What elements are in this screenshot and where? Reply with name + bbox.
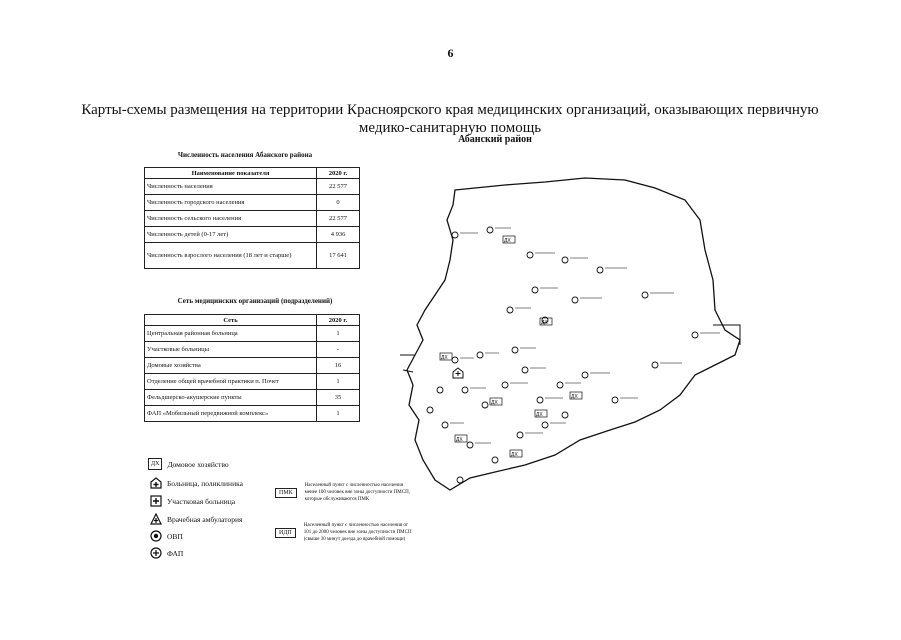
legend-hospital xyxy=(150,477,243,489)
district-map xyxy=(395,160,755,500)
network-table xyxy=(144,314,360,422)
network-row-value: 16 xyxy=(317,358,360,374)
network-row-label: Фельдшерско-акушерские пункты xyxy=(145,390,317,406)
fap-label: ФАП xyxy=(167,548,184,558)
population-row-label: Численность городского населения xyxy=(145,195,317,211)
hospital-icon xyxy=(150,477,162,489)
household-code: ДХ xyxy=(511,452,518,458)
network-header-name: Сеть xyxy=(145,315,317,326)
legend-pmk xyxy=(275,482,415,503)
household-code: ДХ xyxy=(456,437,463,443)
ovp-label: ОВП xyxy=(167,531,183,541)
population-header-name: Наименование показателя xyxy=(145,168,317,179)
ambulatory-icon xyxy=(150,513,162,525)
idp-note: Населенный пункт с численностью населения от 101 до 2000 человек вне зоны доступности ПМСП (свыше 30 минут доезда до врачебной помощи) xyxy=(303,523,412,542)
household-code: ДХ xyxy=(504,238,511,244)
population-row-value: 17 641 xyxy=(317,243,360,269)
pmk-note: Населенный пункт с численностью населения менее 100 человек вне зоны доступности ПМСП, которые обслуживаются ПМК xyxy=(304,483,410,502)
idp-code: ИДП xyxy=(275,528,296,538)
legend-idp xyxy=(275,522,414,543)
household-code: ДХ xyxy=(148,458,162,470)
settlement-labels xyxy=(450,228,720,443)
population-row-value: 22 577 xyxy=(317,211,360,227)
population-table-title: Численность населения Абанского района xyxy=(177,151,313,159)
population-row-label: Численность детей (0-17 лет) xyxy=(145,227,317,243)
household-code: ДХ xyxy=(536,412,543,418)
hospital-label: Больница, поликлиника xyxy=(167,478,243,488)
population-row-label: Численность сельского населения xyxy=(145,211,317,227)
household-code: ДХ xyxy=(441,355,448,361)
network-row-label: Домовые хозяйства xyxy=(145,358,317,374)
household-code: ДХ xyxy=(541,320,548,326)
household-code: ДХ xyxy=(571,394,578,400)
fap-marker-group xyxy=(427,227,698,483)
district-hospital-icon xyxy=(150,495,162,507)
household-label: Домовое хозяйство xyxy=(167,459,229,469)
population-row-label: Численность взрослого населения (18 лет и старше) xyxy=(145,243,317,269)
network-row-value: 1 xyxy=(317,374,360,390)
network-row-value: - xyxy=(317,342,360,358)
network-row-label: Участковые больницы xyxy=(145,342,317,358)
pmk-code: ПМК xyxy=(275,488,297,498)
network-table-title: Сеть медицинских организаций (подразделений) xyxy=(177,297,333,305)
ovp-icon xyxy=(150,530,162,542)
population-row-value: 4 936 xyxy=(317,227,360,243)
network-row-label: Отделение общей врачебной практики п. Почет xyxy=(145,374,317,390)
main-title: Карты-схемы размещения на территории Красноярского края медицинских организаций, оказывающих первичную медико-санитарную помощь xyxy=(81,102,819,136)
population-table xyxy=(144,167,360,269)
map-title: Абанский район xyxy=(458,134,532,145)
network-row-value: 1 xyxy=(317,326,360,342)
legend-ovp xyxy=(150,530,183,542)
legend-fap xyxy=(150,547,183,559)
household-code: ДХ xyxy=(491,400,498,406)
network-header-year: 2020 г. xyxy=(317,315,360,326)
legend-ambulatory xyxy=(150,513,242,525)
district-boundary xyxy=(407,178,740,490)
network-row-label: Центральная районная больница xyxy=(145,326,317,342)
network-row-value: 1 xyxy=(317,406,360,422)
legend-household xyxy=(148,458,229,470)
household-marker-group xyxy=(440,236,582,457)
district-hospital-label: Участковая больница xyxy=(167,496,236,506)
page-number: 6 xyxy=(447,46,454,60)
population-header-year: 2020 г. xyxy=(317,168,360,179)
legend-district-hospital xyxy=(150,495,235,507)
population-row-value: 22 577 xyxy=(317,179,360,195)
ambulatory-label: Врачебная амбулатория xyxy=(167,514,243,524)
network-row-value: 35 xyxy=(317,390,360,406)
network-row-label: ФАП «Мобильный передвижной комплекс» xyxy=(145,406,317,422)
central-hospital-marker xyxy=(453,368,463,378)
population-row-value: 0 xyxy=(317,195,360,211)
fap-icon xyxy=(150,547,162,559)
population-row-label: Численность населения xyxy=(145,179,317,195)
